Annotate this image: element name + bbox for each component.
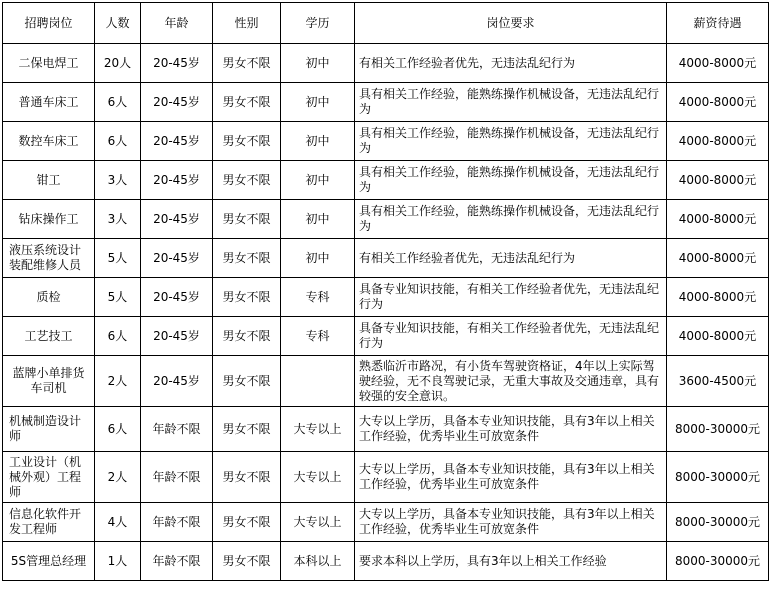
cell-age: 年龄不限 bbox=[141, 503, 213, 542]
cell-age: 20-45岁 bbox=[141, 356, 213, 407]
table-row bbox=[3, 542, 769, 581]
header-row bbox=[3, 3, 769, 44]
cell-education: 专科 bbox=[281, 278, 355, 317]
cell-salary: 4000-8000元 bbox=[667, 239, 769, 278]
cell-position: 信息化软件开发工程师 bbox=[3, 503, 95, 542]
header-position: 招聘岗位 bbox=[3, 3, 95, 44]
cell-salary: 8000-30000元 bbox=[667, 407, 769, 452]
cell-count: 2人 bbox=[95, 356, 141, 407]
cell-requirement: 有相关工作经验者优先，无违法乱纪行为 bbox=[355, 44, 667, 83]
cell-count: 6人 bbox=[95, 83, 141, 122]
cell-education: 初中 bbox=[281, 122, 355, 161]
table-row bbox=[3, 452, 769, 503]
cell-age: 20-45岁 bbox=[141, 278, 213, 317]
cell-education: 专科 bbox=[281, 317, 355, 356]
cell-position: 数控车床工 bbox=[3, 122, 95, 161]
cell-count: 6人 bbox=[95, 122, 141, 161]
cell-age: 20-45岁 bbox=[141, 239, 213, 278]
cell-salary: 4000-8000元 bbox=[667, 44, 769, 83]
cell-position: 5S管理总经理 bbox=[3, 542, 95, 581]
cell-requirement: 大专以上学历，具备本专业知识技能，具有3年以上相关工作经验，优秀毕业生可放宽条件 bbox=[355, 452, 667, 503]
cell-age: 年龄不限 bbox=[141, 407, 213, 452]
cell-count: 5人 bbox=[95, 239, 141, 278]
table-row bbox=[3, 239, 769, 278]
cell-count: 5人 bbox=[95, 278, 141, 317]
header-count: 人数 bbox=[95, 3, 141, 44]
cell-gender: 男女不限 bbox=[213, 407, 281, 452]
cell-education bbox=[281, 356, 355, 407]
cell-position: 二保电焊工 bbox=[3, 44, 95, 83]
cell-count: 2人 bbox=[95, 452, 141, 503]
cell-requirement: 具有相关工作经验，能熟练操作机械设备，无违法乱纪行为 bbox=[355, 83, 667, 122]
cell-salary: 3600-4500元 bbox=[667, 356, 769, 407]
cell-age: 年龄不限 bbox=[141, 452, 213, 503]
cell-requirement: 熟悉临沂市路况，有小货车驾驶资格证，4年以上实际驾驶经验，无不良驾驶记录，无重大事故及交通违章，具有较强的安全意识。 bbox=[355, 356, 667, 407]
cell-salary: 4000-8000元 bbox=[667, 200, 769, 239]
cell-salary: 8000-30000元 bbox=[667, 503, 769, 542]
cell-gender: 男女不限 bbox=[213, 503, 281, 542]
cell-age: 年龄不限 bbox=[141, 542, 213, 581]
cell-gender: 男女不限 bbox=[213, 317, 281, 356]
cell-position: 普通车床工 bbox=[3, 83, 95, 122]
cell-salary: 4000-8000元 bbox=[667, 317, 769, 356]
cell-education: 初中 bbox=[281, 239, 355, 278]
table-row bbox=[3, 200, 769, 239]
cell-position: 工业设计（机械外观）工程师 bbox=[3, 452, 95, 503]
cell-position: 质检 bbox=[3, 278, 95, 317]
cell-salary: 4000-8000元 bbox=[667, 122, 769, 161]
table-row bbox=[3, 278, 769, 317]
cell-education: 本科以上 bbox=[281, 542, 355, 581]
table-row bbox=[3, 161, 769, 200]
header-requirement: 岗位要求 bbox=[355, 3, 667, 44]
cell-age: 20-45岁 bbox=[141, 122, 213, 161]
cell-gender: 男女不限 bbox=[213, 356, 281, 407]
cell-education: 初中 bbox=[281, 44, 355, 83]
table-row bbox=[3, 503, 769, 542]
cell-gender: 男女不限 bbox=[213, 452, 281, 503]
cell-education: 大专以上 bbox=[281, 452, 355, 503]
cell-age: 20-45岁 bbox=[141, 317, 213, 356]
cell-salary: 4000-8000元 bbox=[667, 83, 769, 122]
cell-requirement: 具有相关工作经验，能熟练操作机械设备，无违法乱纪行为 bbox=[355, 161, 667, 200]
table-row bbox=[3, 317, 769, 356]
cell-position: 蓝牌小单排货车司机 bbox=[3, 356, 95, 407]
cell-salary: 8000-30000元 bbox=[667, 452, 769, 503]
header-gender: 性别 bbox=[213, 3, 281, 44]
header-age: 年龄 bbox=[141, 3, 213, 44]
cell-count: 3人 bbox=[95, 200, 141, 239]
cell-education: 初中 bbox=[281, 161, 355, 200]
cell-requirement: 大专以上学历，具备本专业知识技能，具有3年以上相关工作经验，优秀毕业生可放宽条件 bbox=[355, 407, 667, 452]
cell-position: 机械制造设计师 bbox=[3, 407, 95, 452]
cell-gender: 男女不限 bbox=[213, 44, 281, 83]
cell-age: 20-45岁 bbox=[141, 44, 213, 83]
table-row bbox=[3, 407, 769, 452]
cell-gender: 男女不限 bbox=[213, 122, 281, 161]
header-education: 学历 bbox=[281, 3, 355, 44]
table-row bbox=[3, 356, 769, 407]
cell-salary: 4000-8000元 bbox=[667, 278, 769, 317]
header-salary: 薪资待遇 bbox=[667, 3, 769, 44]
recruitment-table bbox=[2, 2, 769, 581]
cell-requirement: 具备专业知识技能，有相关工作经验者优先，无违法乱纪行为 bbox=[355, 317, 667, 356]
cell-requirement: 具备专业知识技能，有相关工作经验者优先，无违法乱纪行为 bbox=[355, 278, 667, 317]
cell-position: 钻床操作工 bbox=[3, 200, 95, 239]
cell-gender: 男女不限 bbox=[213, 83, 281, 122]
cell-requirement: 要求本科以上学历，具有3年以上相关工作经验 bbox=[355, 542, 667, 581]
cell-age: 20-45岁 bbox=[141, 200, 213, 239]
cell-age: 20-45岁 bbox=[141, 161, 213, 200]
cell-education: 初中 bbox=[281, 83, 355, 122]
cell-requirement: 具有相关工作经验，能熟练操作机械设备，无违法乱纪行为 bbox=[355, 122, 667, 161]
cell-education: 大专以上 bbox=[281, 503, 355, 542]
cell-count: 1人 bbox=[95, 542, 141, 581]
cell-count: 20人 bbox=[95, 44, 141, 83]
cell-gender: 男女不限 bbox=[213, 161, 281, 200]
cell-education: 初中 bbox=[281, 200, 355, 239]
cell-count: 6人 bbox=[95, 407, 141, 452]
table-row bbox=[3, 44, 769, 83]
cell-count: 3人 bbox=[95, 161, 141, 200]
cell-requirement: 有相关工作经验者优先，无违法乱纪行为 bbox=[355, 239, 667, 278]
table-row bbox=[3, 122, 769, 161]
cell-education: 大专以上 bbox=[281, 407, 355, 452]
cell-requirement: 大专以上学历，具备本专业知识技能，具有3年以上相关工作经验，优秀毕业生可放宽条件 bbox=[355, 503, 667, 542]
cell-gender: 男女不限 bbox=[213, 200, 281, 239]
cell-requirement: 具有相关工作经验，能熟练操作机械设备，无违法乱纪行为 bbox=[355, 200, 667, 239]
cell-position: 钳工 bbox=[3, 161, 95, 200]
cell-count: 6人 bbox=[95, 317, 141, 356]
cell-salary: 4000-8000元 bbox=[667, 161, 769, 200]
cell-count: 4人 bbox=[95, 503, 141, 542]
cell-salary: 8000-30000元 bbox=[667, 542, 769, 581]
cell-age: 20-45岁 bbox=[141, 83, 213, 122]
table-row bbox=[3, 83, 769, 122]
cell-position: 液压系统设计装配维修人员 bbox=[3, 239, 95, 278]
cell-gender: 男女不限 bbox=[213, 239, 281, 278]
cell-gender: 男女不限 bbox=[213, 542, 281, 581]
cell-gender: 男女不限 bbox=[213, 278, 281, 317]
cell-position: 工艺技工 bbox=[3, 317, 95, 356]
